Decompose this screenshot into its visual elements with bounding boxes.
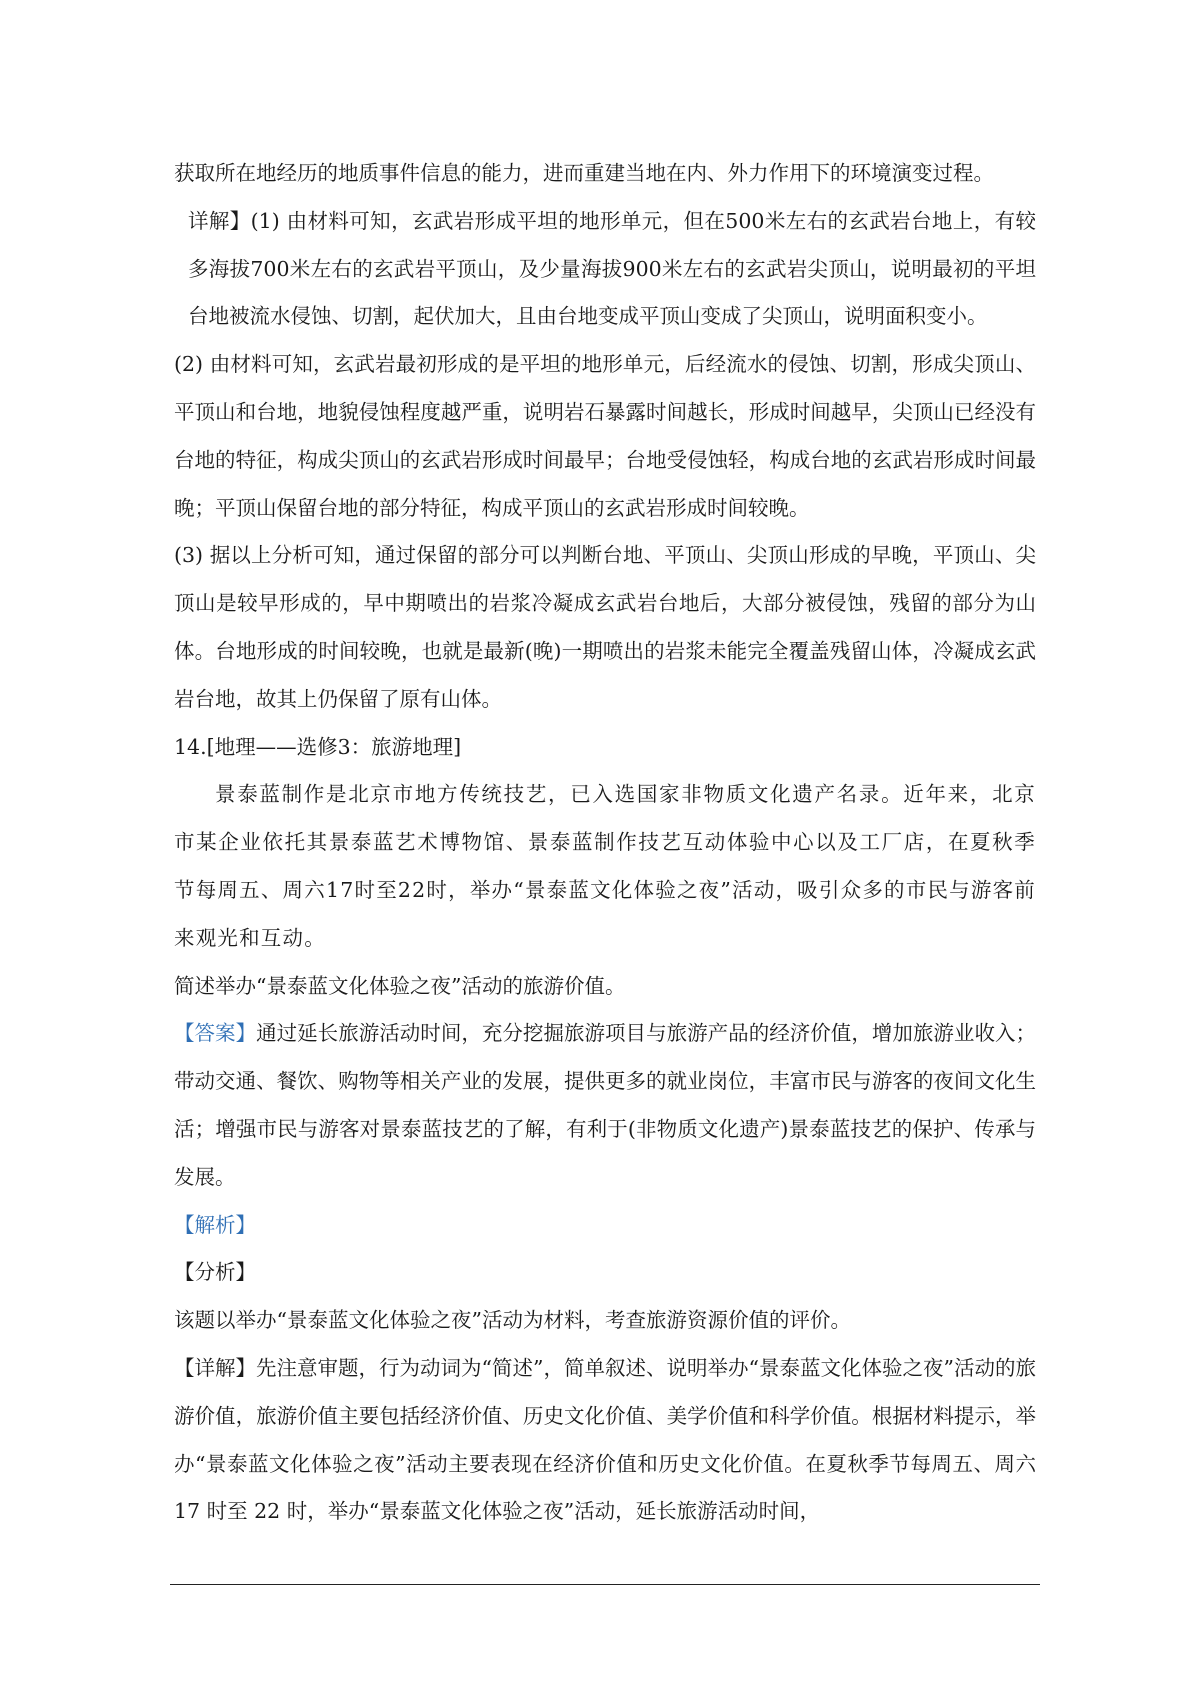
part1-text: (1) 由材料可知，玄武岩形成平坦的地形单元，但在500米左右的玄武岩台地上，有较多海拔700米左右的玄武岩平顶山，及少量海拔900米左右的玄武岩尖顶山，说明最初的平坦台地被流水侵蚀、切割，起伏加大，且由台地变成平顶山变成了尖顶山，说明面积变小。 <box>188 208 1036 329</box>
solution-detail-part1 <box>174 198 1036 341</box>
detail-text: 先注意审题，行为动词为“简述”，简单叙述、说明举办“景泰蓝文化体验之夜”活动的旅游价值，旅游价值主要包括经济价值、历史文化价值、美学价值和科学价值。根据材料提示，举办“景泰蓝文化体验之夜”活动主要表现在经济价值和历史文化价值。在夏秋季节每周五、周六 17 时至 22 时，举办“景泰蓝文化体验之夜”活动，延长旅游活动时间， <box>174 1355 1037 1524</box>
analysis-label: 【解析】 <box>174 1212 256 1237</box>
answer-paragraph <box>174 1010 1036 1201</box>
question-14-material: 景泰蓝制作是北京市地方传统技艺，已入选国家非物质文化遗产名录。近年来，北京市某企业依托其景泰蓝艺术博物馆、景泰蓝制作技艺互动体验中心以及工厂店，在夏秋季节每周五、周六17时至22时，举办“景泰蓝文化体验之夜”活动，吸引众多的市民与游客前来观光和互动。 <box>174 782 1036 950</box>
solution-intro-line: 获取所在地经历的地质事件信息的能力，进而重建当地在内、外力作用下的环境演变过程。 <box>174 161 994 185</box>
fenxi-text: 该题以举办“景泰蓝文化体验之夜”活动为材料，考查旅游资源价值的评价。 <box>174 1308 851 1333</box>
answer-label: 【答案】 <box>174 1021 257 1046</box>
answer-text: 通过延长旅游活动时间，充分挖掘旅游项目与旅游产品的经济价值，增加旅游业收入；带动交通、餐饮、购物等相关产业的发展，提供更多的就业岗位，丰富市民与游客的夜间文化生活；增强市民与游客对景泰蓝技艺的了解，有利于(非物质文化遗产)景泰蓝技艺的保护、传承与发展。 <box>174 1021 1037 1189</box>
detail-label: 【详解】 <box>174 1355 257 1380</box>
question-14-heading: 14.[地理——选修3：旅游地理] <box>174 734 462 759</box>
solution-detail-part2: (2) 由材料可知，玄武岩最初形成的是平坦的地形单元，后经流水的侵蚀、切割，形成尖顶山、平顶山和台地，地貌侵蚀程度越严重，说明岩石暴露时间越长，形成时间越早，尖顶山已经没有台地的特征，构成尖顶山的玄武岩形成时间最早；台地受侵蚀轻，构成台地的玄武岩形成时间最晚；平顶山保留台地的部分特征，构成平顶山的玄武岩形成时间较晚。 <box>174 352 1036 520</box>
footer-divider <box>170 1584 1040 1585</box>
detail-label: 详解】 <box>188 208 251 233</box>
detail-paragraph <box>174 1345 1036 1536</box>
question-14-prompt: 简述举办“景泰蓝文化体验之夜”活动的旅游价值。 <box>174 973 626 998</box>
page-content <box>174 150 1036 1536</box>
solution-detail-part3: (3) 据以上分析可知，通过保留的部分可以判断台地、平顶山、尖顶山形成的早晚，平顶山、尖顶山是较早形成的，早中期喷出的岩浆冷凝成玄武岩台地后，大部分被侵蚀，残留的部分为山体。台地形成的时间较晚，也就是最新(晚)一期喷出的岩浆未能完全覆盖残留山体，冷凝成玄武岩台地，故其上仍保留了原有山体。 <box>174 543 1036 711</box>
fenxi-label: 【分析】 <box>174 1260 256 1285</box>
